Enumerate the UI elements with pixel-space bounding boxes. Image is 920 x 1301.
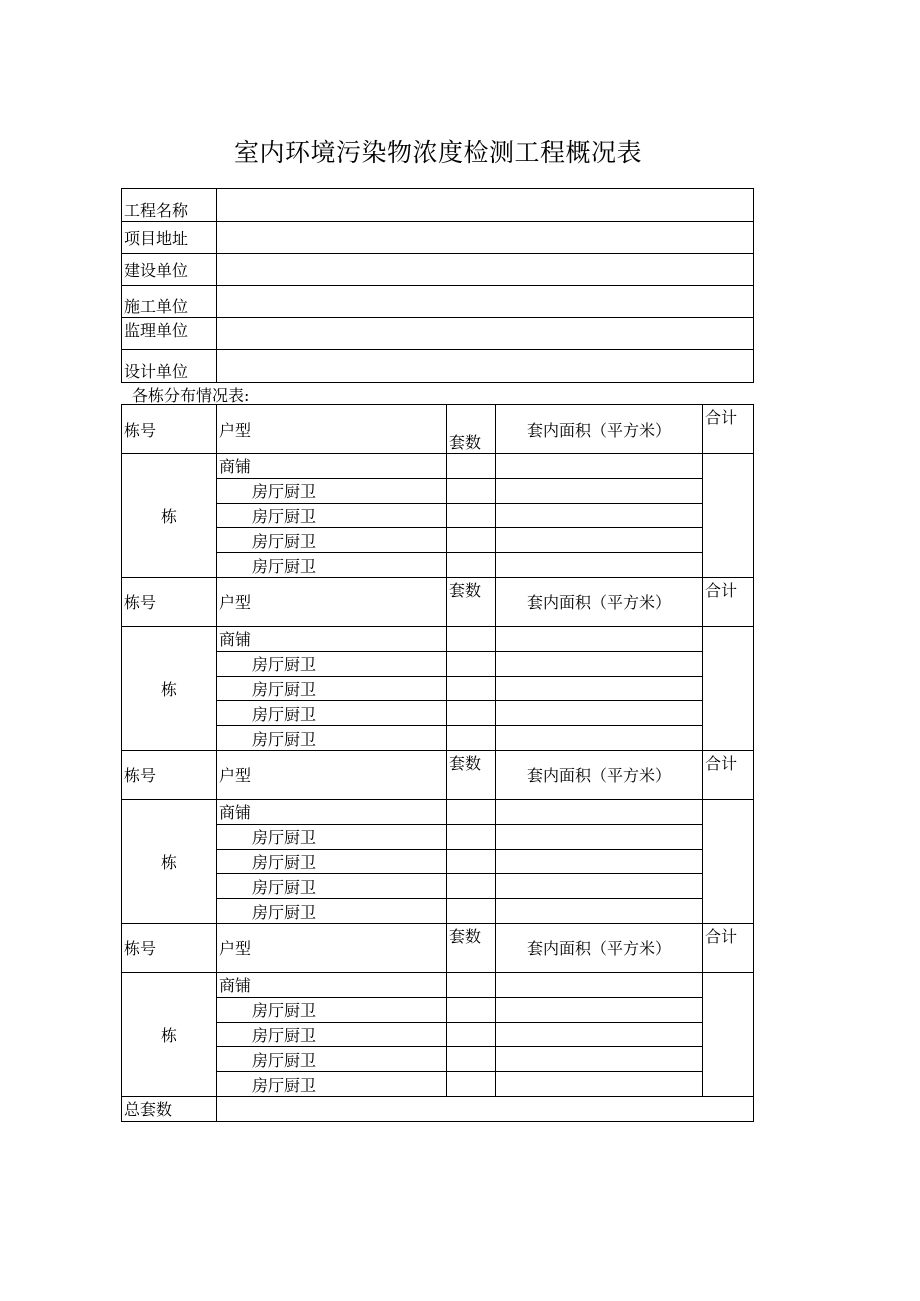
unit-type-cell: 房厅厨卫	[217, 824, 447, 849]
unit-type-cell: 房厅厨卫	[217, 726, 447, 751]
unit-row	[122, 651, 754, 676]
unit-area-cell[interactable]	[496, 874, 703, 899]
unit-row	[122, 824, 754, 849]
header-total: 合计	[703, 405, 754, 454]
building-label: 栋	[122, 799, 217, 923]
building-total-cell[interactable]	[703, 626, 754, 750]
unit-count-cell[interactable]	[447, 726, 496, 751]
unit-type-cell: 房厅厨卫	[217, 1047, 447, 1072]
unit-count-cell[interactable]	[447, 874, 496, 899]
unit-area-cell[interactable]	[496, 454, 703, 479]
unit-area-cell[interactable]	[496, 1022, 703, 1047]
unit-count-cell[interactable]	[447, 701, 496, 726]
info-value-supervisor[interactable]	[217, 318, 754, 350]
unit-count-cell[interactable]	[447, 1022, 496, 1047]
unit-type-cell: 商铺	[217, 454, 447, 479]
unit-count-cell[interactable]	[447, 799, 496, 824]
unit-count-cell[interactable]	[447, 899, 496, 924]
header-building-no: 栋号	[122, 405, 217, 454]
unit-type-cell: 房厅厨卫	[217, 553, 447, 578]
unit-count-cell[interactable]	[447, 626, 496, 651]
header-total: 合计	[703, 577, 754, 626]
header-unit-type: 户型	[217, 577, 447, 626]
unit-count-cell[interactable]	[447, 849, 496, 874]
unit-row	[122, 454, 754, 479]
info-label-designer: 设计单位	[122, 350, 217, 383]
header-area: 套内面积（平方米）	[496, 577, 703, 626]
unit-area-cell[interactable]	[496, 726, 703, 751]
building-header-row	[122, 405, 754, 454]
unit-area-cell[interactable]	[496, 1047, 703, 1072]
unit-area-cell[interactable]	[496, 676, 703, 701]
unit-type-cell: 商铺	[217, 626, 447, 651]
unit-row	[122, 726, 754, 751]
header-area: 套内面积（平方米）	[496, 923, 703, 972]
info-label-developer: 建设单位	[122, 254, 217, 286]
unit-count-cell[interactable]	[447, 1072, 496, 1097]
unit-area-cell[interactable]	[496, 478, 703, 503]
unit-type-cell: 房厅厨卫	[217, 899, 447, 924]
building-header-row	[122, 577, 754, 626]
total-units-label: 总套数	[122, 1096, 217, 1121]
building-header-row	[122, 923, 754, 972]
unit-count-cell[interactable]	[447, 824, 496, 849]
header-building-no: 栋号	[122, 577, 217, 626]
header-count: 套数	[447, 923, 496, 972]
unit-type-cell: 房厅厨卫	[217, 849, 447, 874]
unit-row	[122, 676, 754, 701]
info-value-designer[interactable]	[217, 350, 754, 383]
info-label-project-name: 工程名称	[122, 189, 217, 222]
unit-area-cell[interactable]	[496, 799, 703, 824]
unit-type-cell: 房厅厨卫	[217, 1022, 447, 1047]
unit-area-cell[interactable]	[496, 503, 703, 528]
unit-row	[122, 528, 754, 553]
header-building-no: 栋号	[122, 750, 217, 799]
header-area: 套内面积（平方米）	[496, 750, 703, 799]
building-total-cell[interactable]	[703, 972, 754, 1096]
info-value-developer[interactable]	[217, 254, 754, 286]
header-building-no: 栋号	[122, 923, 217, 972]
unit-area-cell[interactable]	[496, 553, 703, 578]
total-units-value[interactable]	[217, 1096, 754, 1121]
unit-area-cell[interactable]	[496, 528, 703, 553]
building-label: 栋	[122, 454, 217, 578]
unit-row	[122, 849, 754, 874]
building-label: 栋	[122, 626, 217, 750]
header-count: 套数	[447, 750, 496, 799]
unit-type-cell: 房厅厨卫	[217, 503, 447, 528]
unit-area-cell[interactable]	[496, 1072, 703, 1097]
unit-area-cell[interactable]	[496, 972, 703, 997]
unit-count-cell[interactable]	[447, 651, 496, 676]
header-total: 合计	[703, 923, 754, 972]
header-total: 合计	[703, 750, 754, 799]
unit-row	[122, 503, 754, 528]
unit-area-cell[interactable]	[496, 651, 703, 676]
building-label: 栋	[122, 972, 217, 1096]
unit-type-cell: 房厅厨卫	[217, 528, 447, 553]
unit-row	[122, 874, 754, 899]
unit-area-cell[interactable]	[496, 626, 703, 651]
unit-type-cell: 房厅厨卫	[217, 701, 447, 726]
unit-type-cell: 房厅厨卫	[217, 874, 447, 899]
unit-count-cell[interactable]	[447, 1047, 496, 1072]
building-total-cell[interactable]	[703, 799, 754, 923]
distribution-subtitle: 各栋分布情况表:	[132, 386, 250, 405]
unit-area-cell[interactable]	[496, 997, 703, 1022]
building-distribution-table	[121, 404, 754, 1122]
unit-count-cell[interactable]	[447, 676, 496, 701]
unit-type-cell: 房厅厨卫	[217, 651, 447, 676]
info-value-project-name[interactable]	[217, 189, 754, 222]
unit-row	[122, 1072, 754, 1097]
info-value-address[interactable]	[217, 222, 754, 254]
unit-area-cell[interactable]	[496, 849, 703, 874]
unit-area-cell[interactable]	[496, 701, 703, 726]
unit-row	[122, 1047, 754, 1072]
header-unit-type: 户型	[217, 750, 447, 799]
unit-area-cell[interactable]	[496, 824, 703, 849]
header-unit-type: 户型	[217, 405, 447, 454]
unit-row	[122, 553, 754, 578]
unit-type-cell: 房厅厨卫	[217, 478, 447, 503]
unit-count-cell[interactable]	[447, 528, 496, 553]
unit-row	[122, 899, 754, 924]
info-label-contractor: 施工单位	[122, 286, 217, 318]
unit-type-cell: 房厅厨卫	[217, 1072, 447, 1097]
header-count: 套数	[447, 405, 496, 454]
project-info-table	[121, 188, 754, 383]
unit-area-cell[interactable]	[496, 899, 703, 924]
info-label-supervisor: 监理单位	[122, 318, 217, 350]
unit-row	[122, 799, 754, 824]
unit-count-cell[interactable]	[447, 503, 496, 528]
unit-count-cell[interactable]	[447, 454, 496, 479]
unit-type-cell: 商铺	[217, 972, 447, 997]
unit-count-cell[interactable]	[447, 972, 496, 997]
unit-type-cell: 房厅厨卫	[217, 676, 447, 701]
unit-row	[122, 972, 754, 997]
unit-count-cell[interactable]	[447, 478, 496, 503]
header-area: 套内面积（平方米）	[496, 405, 703, 454]
unit-row	[122, 997, 754, 1022]
info-value-contractor[interactable]	[217, 286, 754, 318]
unit-row	[122, 701, 754, 726]
info-label-address: 项目地址	[122, 222, 217, 254]
header-unit-type: 户型	[217, 923, 447, 972]
unit-row	[122, 478, 754, 503]
unit-count-cell[interactable]	[447, 997, 496, 1022]
building-header-row	[122, 750, 754, 799]
header-count: 套数	[447, 577, 496, 626]
unit-row	[122, 1022, 754, 1047]
page-title: 室内环境污染物浓度检测工程概况表	[233, 138, 642, 167]
unit-type-cell: 房厅厨卫	[217, 997, 447, 1022]
unit-type-cell: 商铺	[217, 799, 447, 824]
unit-row	[122, 626, 754, 651]
building-total-cell[interactable]	[703, 454, 754, 578]
unit-count-cell[interactable]	[447, 553, 496, 578]
